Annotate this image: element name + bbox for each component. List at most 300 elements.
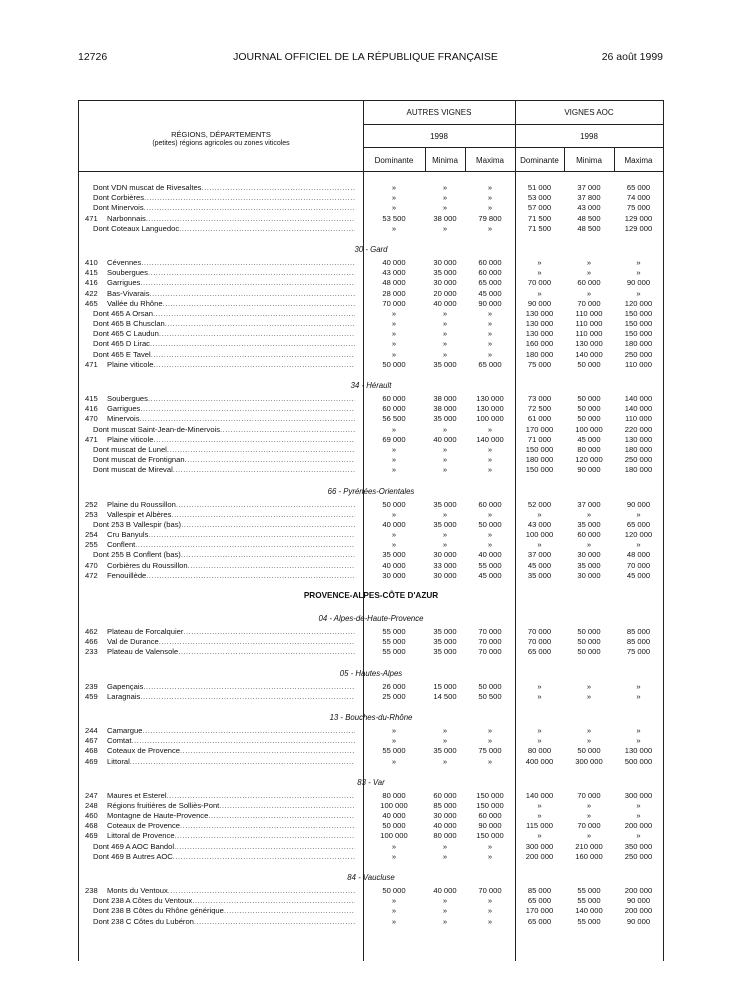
value-cell: 90 000 (527, 298, 552, 308)
zone-name-text: Laragnais (107, 691, 141, 701)
value-cell: » (442, 223, 448, 233)
table-row (79, 821, 663, 831)
value-cell: 110 000 (625, 414, 652, 424)
zone-name-text: Dont 469 A AOC Bandol (93, 841, 175, 851)
table-row (79, 637, 663, 647)
value-cell: » (586, 800, 592, 810)
value-cell: 250 000 (624, 455, 653, 465)
zone-name-text: Dont muscat de Frontignan (93, 455, 185, 465)
value-cell: » (636, 831, 641, 841)
value-cell: 60 000 (577, 530, 601, 540)
zone-code: 239 (85, 681, 98, 691)
value-cell: 40 000 (382, 560, 406, 570)
year-header-other: 1998 (430, 132, 448, 141)
value-cell: 38 000 (433, 213, 457, 223)
zone-code: 465 (85, 298, 98, 308)
value-cell: 300 000 (575, 756, 603, 766)
value-cell: » (586, 811, 592, 821)
value-cell: 30 000 (433, 570, 457, 580)
table-row (79, 414, 663, 424)
table-row (79, 852, 663, 862)
value-cell: » (442, 509, 448, 519)
table-row (79, 917, 663, 927)
value-cell: » (487, 916, 493, 926)
value-cell: 48 500 (577, 223, 601, 233)
department-heading: 83 - Var (357, 777, 385, 787)
value-cell: 20 000 (433, 288, 457, 298)
zone-name (93, 224, 355, 234)
zone-code: 255 (85, 540, 98, 550)
zone-code: 415 (85, 268, 98, 278)
value-cell: » (487, 424, 493, 434)
value-cell: 65 000 (527, 647, 552, 657)
value-cell: » (391, 465, 397, 475)
value-cell: » (586, 691, 592, 701)
zone-name-text: Dont Corbières (93, 193, 145, 203)
table-row (79, 896, 663, 906)
spacer (79, 603, 663, 611)
value-cell: » (487, 308, 493, 318)
value-cell: 71 500 (527, 223, 552, 233)
value-cell: 90 000 (478, 821, 502, 831)
value-cell: » (391, 540, 397, 550)
zone-name-text: Camargue (107, 725, 143, 735)
table-row (79, 289, 663, 299)
value-cell: 130 000 (525, 319, 554, 329)
value-cell: 150 000 (476, 800, 504, 810)
zone-name-text: Plateau de Valensole (107, 647, 179, 657)
value-cell: 35 000 (577, 519, 601, 529)
value-cell: » (636, 288, 641, 298)
zone-code: 252 (85, 499, 98, 509)
value-cell: 70 000 (527, 627, 552, 636)
value-cell: 53 500 (382, 213, 406, 223)
table-row (79, 726, 663, 736)
value-cell: » (586, 831, 592, 841)
value-cell: 35 000 (433, 359, 457, 369)
value-cell: » (442, 851, 448, 861)
value-cell: » (442, 540, 448, 550)
zone-code: 248 (85, 800, 98, 810)
value-cell: 50 000 (478, 519, 502, 529)
zone-code: 247 (85, 790, 98, 800)
value-cell: » (442, 725, 448, 735)
value-cell: 35 000 (433, 746, 457, 756)
value-cell: 35 000 (382, 550, 406, 560)
department-heading: 05 - Hautes-Alpes (339, 668, 403, 678)
value-cell: 120 000 (624, 530, 653, 540)
value-cell: 45 000 (478, 570, 502, 580)
value-cell: » (442, 319, 448, 329)
table-row (79, 736, 663, 746)
value-cell: 48 000 (382, 278, 406, 288)
value-cell: 74 000 (626, 193, 651, 203)
value-cell: 55 000 (478, 560, 502, 570)
value-cell: » (586, 288, 592, 298)
table-row (79, 746, 663, 756)
zone-name (93, 329, 355, 339)
zone-name (107, 726, 355, 736)
zone-name-text: Dont 255 B Conflent (bas) (93, 550, 181, 560)
value-cell: 70 000 (527, 278, 552, 288)
zone-name (107, 736, 355, 746)
value-cell: » (586, 257, 592, 267)
value-cell: 35 000 (433, 499, 457, 509)
year-header-aoc: 1998 (580, 132, 598, 141)
value-cell: 51 000 (527, 183, 552, 192)
table-row (79, 193, 663, 203)
zone-name-text: Régions fruitières de Solliès-Pont (107, 800, 220, 810)
zone-name-text: Vallespir et Albères (107, 509, 172, 519)
value-cell: » (487, 329, 493, 339)
zone-code: 466 (85, 637, 98, 647)
zone-name-text: Val de Durance (107, 637, 159, 647)
value-cell: 55 000 (382, 746, 406, 756)
zone-code: 233 (85, 647, 98, 657)
value-cell: 50 000 (382, 886, 406, 895)
value-cell: » (391, 756, 397, 766)
value-cell: 100 000 (525, 530, 554, 540)
value-cell: 400 000 (525, 756, 554, 766)
table-row (79, 647, 663, 657)
value-cell: 15 000 (433, 681, 457, 691)
value-cell: » (391, 183, 397, 192)
zone-name-text: Monts du Ventoux (107, 886, 168, 895)
value-cell: 70 000 (382, 298, 406, 308)
table-row (79, 540, 663, 550)
zone-name (107, 561, 355, 571)
value-cell: » (487, 183, 493, 192)
table-row (79, 435, 663, 445)
zone-code: 462 (85, 627, 98, 636)
zone-name-text: Narbonnais (107, 213, 146, 223)
department-heading: 04 - Alpes-de-Haute-Provence (318, 614, 424, 623)
value-cell: » (586, 725, 592, 735)
value-cell: 100 000 (575, 424, 603, 434)
table-row (79, 550, 663, 560)
value-cell: 14 500 (433, 691, 457, 701)
value-cell: » (537, 540, 542, 550)
value-cell: 80 000 (577, 444, 601, 454)
zone-name-text: Soubergues (107, 394, 148, 403)
zone-name (107, 757, 355, 767)
zone-code: 469 (85, 831, 98, 841)
table-row (79, 791, 663, 801)
zone-name-text: Coteaux de Provence (107, 746, 181, 756)
value-cell: » (636, 736, 641, 746)
table-row (79, 520, 663, 530)
value-cell: 35 000 (433, 627, 457, 636)
value-cell: » (636, 509, 641, 519)
value-cell: 50 500 (478, 691, 502, 701)
zone-name (107, 831, 355, 841)
value-cell: » (442, 424, 448, 434)
value-cell: » (487, 339, 493, 349)
table-row (79, 268, 663, 278)
value-cell: 40 000 (382, 811, 406, 821)
value-cell: 60 000 (382, 404, 406, 414)
value-cell: 30 000 (433, 811, 457, 821)
value-cell: 40 000 (433, 298, 457, 308)
value-cell: 60 000 (478, 268, 502, 278)
value-cell: 50 000 (382, 821, 406, 831)
zone-name (93, 906, 355, 916)
value-cell: » (391, 329, 397, 339)
table-row (79, 445, 663, 455)
value-cell: 35 000 (527, 570, 552, 580)
zone-name-text: Dont 253 B Vallespir (bas) (93, 519, 182, 529)
table-row (79, 309, 663, 319)
value-cell: 90 000 (626, 278, 651, 288)
zone-code: 460 (85, 811, 98, 821)
zone-code: 471 (85, 359, 98, 369)
value-cell: 25 000 (382, 691, 406, 701)
table-row (79, 455, 663, 465)
value-cell: » (487, 223, 493, 233)
value-cell: 100 000 (476, 414, 504, 424)
value-cell: 90 000 (478, 298, 502, 308)
zone-name (107, 801, 355, 811)
zone-name (93, 445, 355, 455)
col-header: Dominante (520, 156, 559, 165)
value-cell: » (586, 509, 592, 519)
zone-name (93, 520, 355, 530)
value-cell: » (537, 257, 542, 267)
zone-code: 468 (85, 746, 98, 756)
table-row (79, 811, 663, 821)
value-cell: » (487, 193, 493, 203)
value-cell: » (487, 841, 493, 851)
zone-name (107, 540, 355, 550)
zone-name-text: Comtat (107, 736, 132, 746)
zone-name (93, 917, 355, 927)
value-cell: » (442, 444, 448, 454)
value-cell: » (586, 736, 592, 746)
value-cell: 48 000 (626, 550, 651, 560)
zone-name (93, 550, 355, 560)
table-row (79, 510, 663, 520)
zone-name-text: Littoral (107, 756, 130, 766)
zone-name (93, 896, 355, 906)
table-row (79, 561, 663, 571)
table-row (79, 203, 663, 213)
zone-name-text: Dont 465 B Chusclan (93, 319, 165, 329)
value-cell: 160 000 (525, 339, 554, 349)
zone-name-text: Dont Coteaux Languedoc (93, 223, 180, 233)
zone-name (107, 404, 355, 414)
value-cell: 65 000 (626, 519, 651, 529)
zone-code: 254 (85, 530, 98, 540)
region-column-header (79, 130, 363, 148)
value-cell: 43 000 (577, 203, 601, 213)
value-cell: 30 000 (433, 278, 457, 288)
zone-name (93, 339, 355, 349)
zone-name (107, 299, 355, 309)
value-cell: 110 000 (575, 329, 603, 339)
value-cell: 75 000 (626, 647, 651, 657)
value-cell: » (442, 183, 448, 192)
zone-name-text: Dont 465 A Orsan (93, 308, 153, 318)
value-cell: 140 000 (624, 404, 653, 414)
value-cell: 120 000 (624, 298, 653, 308)
value-cell: 55 000 (382, 647, 406, 657)
zone-name-text: Dont 465 D Lirac (93, 339, 150, 349)
spacer (79, 702, 663, 710)
value-cell: 60 000 (478, 257, 502, 267)
zone-name (107, 637, 355, 647)
value-cell: 60 000 (478, 499, 502, 509)
spacer (79, 234, 663, 242)
value-cell: 220 000 (624, 424, 653, 434)
data-table (78, 100, 664, 961)
value-cell: 48 500 (577, 213, 601, 223)
zone-code: 253 (85, 509, 98, 519)
value-cell: » (442, 841, 448, 851)
value-cell: 130 000 (525, 329, 554, 339)
table-row (79, 842, 663, 852)
value-cell: » (487, 319, 493, 329)
value-cell: 30 000 (577, 550, 601, 560)
value-cell: 60 000 (433, 790, 457, 800)
value-cell: » (487, 509, 493, 519)
value-cell: 55 000 (382, 637, 406, 647)
zone-name (107, 692, 355, 702)
col-header: Dominante (374, 156, 414, 165)
zone-name (107, 435, 355, 445)
value-cell: 130 000 (525, 308, 554, 318)
value-cell: 55 000 (577, 916, 601, 926)
zone-name (107, 627, 355, 637)
table-row (79, 224, 663, 234)
value-cell: 75 000 (527, 359, 552, 369)
zone-name-text: Vallée du Rhône (107, 298, 163, 308)
value-cell: 180 000 (525, 455, 554, 465)
value-cell: 69 000 (382, 434, 406, 444)
value-cell: 40 000 (433, 886, 457, 895)
value-cell: 70 000 (527, 637, 552, 647)
spacer (79, 658, 663, 666)
value-cell: 40 000 (382, 519, 406, 529)
zone-code: 471 (85, 213, 98, 223)
value-cell: 250 000 (624, 349, 653, 359)
zone-name-text: Gapençais (107, 681, 144, 691)
zone-name (93, 842, 355, 852)
zone-name-text: Dont muscat Saint-Jean-de-Minervois (93, 424, 221, 434)
value-cell: 150 000 (624, 319, 653, 329)
spacer (79, 476, 663, 484)
value-cell: 26 000 (382, 681, 406, 691)
value-cell: » (487, 349, 493, 359)
value-cell: 150 000 (624, 308, 653, 318)
table-row (79, 278, 663, 288)
value-cell: 70 000 (478, 647, 502, 657)
zone-name (93, 350, 355, 360)
value-cell: 40 000 (478, 550, 502, 560)
value-cell: » (537, 691, 542, 701)
value-cell: 140 000 (624, 394, 653, 403)
zone-name-text: Cru Banyuls (107, 530, 149, 540)
value-cell: » (442, 193, 448, 203)
value-cell: 45 000 (577, 434, 601, 444)
value-cell: » (391, 339, 397, 349)
value-cell: 70 000 (478, 886, 502, 895)
zone-name (93, 183, 355, 193)
value-cell: 140 000 (575, 349, 603, 359)
value-cell: 70 000 (577, 821, 601, 831)
value-cell: 200 000 (624, 821, 653, 831)
value-cell: » (487, 896, 493, 906)
value-cell: » (442, 896, 448, 906)
value-cell: » (391, 319, 397, 329)
table-row (79, 571, 663, 581)
zone-code: 415 (85, 394, 98, 403)
value-cell: » (487, 530, 493, 540)
zone-name (107, 278, 355, 288)
value-cell: » (586, 540, 592, 550)
value-cell: 60 000 (577, 278, 601, 288)
value-cell: 70 000 (577, 790, 601, 800)
value-cell: 200 000 (624, 886, 653, 895)
col-header: Maxima (475, 156, 504, 165)
value-cell: » (442, 339, 448, 349)
spacer (79, 581, 663, 589)
zone-name (93, 852, 355, 862)
zone-name (107, 394, 355, 404)
journal-title: JOURNAL OFFICIEL DE LA RÉPUBLIQUE FRANÇAISE (233, 51, 498, 63)
zone-code: 469 (85, 756, 98, 766)
value-cell: » (487, 736, 493, 746)
zone-code: 416 (85, 278, 98, 288)
value-cell: 50 000 (382, 359, 406, 369)
value-cell: 110 000 (575, 319, 603, 329)
value-cell: » (391, 851, 397, 861)
value-cell: 52 000 (527, 499, 552, 509)
value-cell: 160 000 (575, 851, 603, 861)
value-cell: 35 000 (433, 268, 457, 278)
zone-code: 470 (85, 414, 98, 424)
col-header: Maxima (624, 156, 653, 165)
zone-name-text: Dont Minervois (93, 203, 144, 213)
value-cell: » (636, 268, 641, 278)
department-heading: 34 - Hérault (350, 381, 392, 390)
value-cell: 70 000 (626, 560, 651, 570)
table-row (79, 339, 663, 349)
value-cell: 40 000 (433, 821, 457, 831)
value-cell: 140 000 (575, 906, 603, 916)
value-cell: 50 000 (577, 404, 601, 414)
value-cell: 45 000 (478, 288, 502, 298)
value-cell: » (537, 831, 542, 841)
zone-name-text: Fenouillède (107, 570, 147, 580)
table-row (79, 350, 663, 360)
value-cell: » (537, 509, 542, 519)
value-cell: 56 500 (382, 414, 406, 424)
zone-name-text: Dont muscat de Lunel (93, 444, 167, 454)
value-cell: 150 000 (476, 790, 504, 800)
value-cell: » (442, 465, 448, 475)
zone-name (107, 791, 355, 801)
zone-code: 459 (85, 691, 98, 701)
zone-name-text: Conflent (107, 540, 136, 550)
value-cell: » (636, 725, 641, 735)
value-cell: 53 000 (527, 193, 552, 203)
zone-name (107, 821, 355, 831)
table-row (79, 692, 663, 702)
value-cell: 115 000 (526, 821, 553, 831)
zone-code: 238 (85, 886, 98, 895)
table-row (79, 886, 663, 896)
value-cell: 140 000 (476, 434, 504, 444)
